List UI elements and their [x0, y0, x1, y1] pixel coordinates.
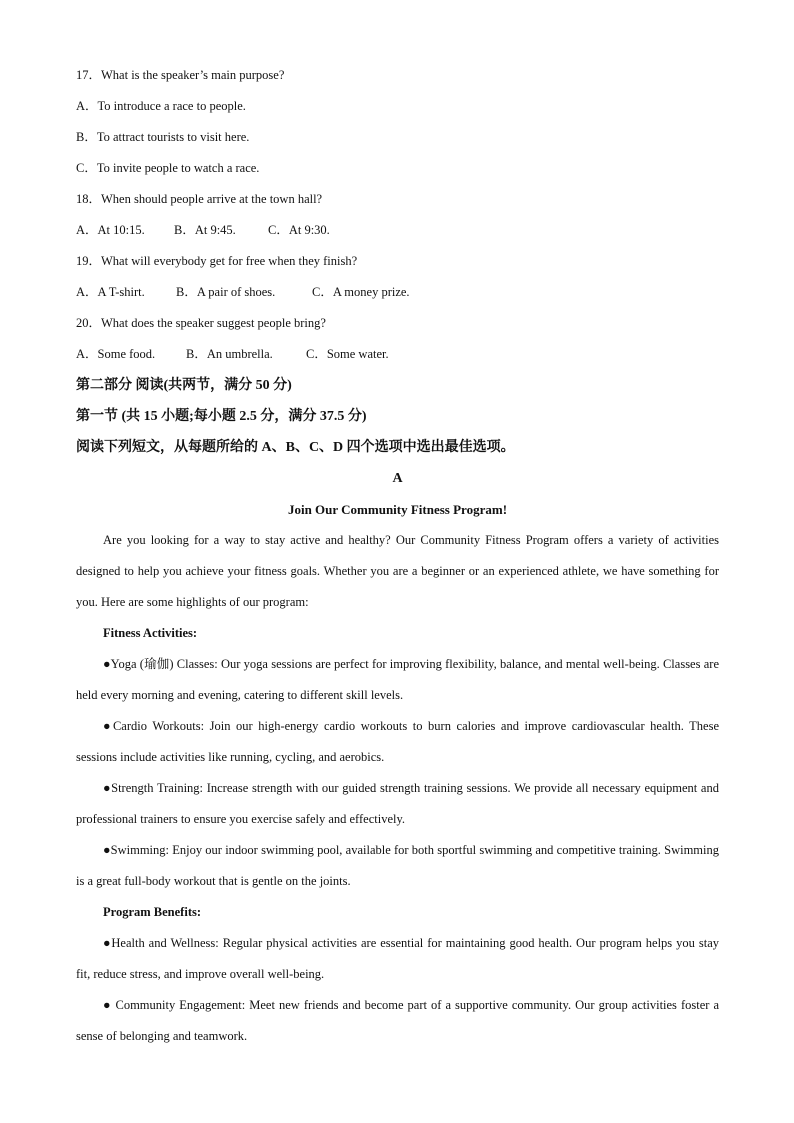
question-text: 18．When should people arrive at the town hall? — [76, 192, 323, 206]
question-19 — [76, 246, 719, 308]
option-c: C．To invite people to watch a race. — [76, 161, 260, 175]
document-page — [76, 60, 719, 1052]
option-b: B．An umbrella. — [186, 347, 273, 361]
activity-cardio: ●Cardio Workouts: Join our high-energy cardio workouts to burn calories and improve cardiovascular health. These sessions include activities like running, cycling, and aerobics. — [76, 719, 719, 764]
passage-letter: A — [392, 471, 403, 486]
benefit-health: ●Health and Wellness: Regular physical activities are essential for maintaining good health. Our program helps you stay fit, reduce stress, and improve overall well-being. — [76, 936, 719, 981]
option-b: B．A pair of shoes. — [176, 285, 276, 299]
intro-paragraph: Are you looking for a way to stay active and healthy? Our Community Fitness Program offers a variety of activities designed to help you achieve your fitness goals. Whether you are a beginner or an experienced athlete, we have something for you. Here are some highlights of our program: — [76, 533, 719, 609]
option-c: C．A money prize. — [312, 285, 410, 299]
options-row — [76, 277, 719, 308]
benefit-community: ● Community Engagement: Meet new friends and become part of a supportive community. Our group activities foster a sense of belonging and teamwork. — [76, 998, 719, 1043]
options-row — [76, 339, 719, 370]
activity-swimming: ●Swimming: Enjoy our indoor swimming pool, available for both sportful swimming and competitive training. Swimming is a great full-body workout that is gentle on the joints. — [76, 843, 719, 888]
question-18 — [76, 184, 719, 246]
question-20 — [76, 308, 719, 370]
option-b: B．At 9:45. — [174, 223, 236, 237]
option-a: A．A T-shirt. — [76, 285, 145, 299]
question-text: 17．What is the speaker’s main purpose? — [76, 68, 285, 82]
benefits-heading: Program Benefits: — [103, 905, 202, 919]
activity-yoga: ●Yoga (瑜伽) Classes: Our yoga sessions are perfect for improving flexibility, balance, and mental well-being. Classes are held every morning and evening, catering to different skill levels. — [76, 657, 719, 702]
part2-heading: 第二部分 阅读(共两节，满分 50 分) — [76, 378, 292, 393]
option-b: B．To attract tourists to visit here. — [76, 130, 250, 144]
activity-strength: ●Strength Training: Increase strength with our guided strength training sessions. We provide all necessary equipment and professional trainers to ensure you exercise safely and effectively. — [76, 781, 719, 826]
section1-heading: 第一节 (共 15 小题;每小题 2.5 分，满分 37.5 分) — [76, 409, 367, 424]
question-17 — [76, 60, 719, 184]
option-c: C．At 9:30. — [268, 223, 330, 237]
instruction: 阅读下列短文，从每题所给的 A、B、C、D 四个选项中选出最佳选项。 — [76, 440, 515, 455]
option-a: A．At 10:15. — [76, 223, 145, 237]
options-row — [76, 215, 719, 246]
option-a: A．To introduce a race to people. — [76, 99, 246, 113]
option-a: A．Some food. — [76, 347, 156, 361]
question-text: 19．What will everybody get for free when they finish? — [76, 254, 358, 268]
passage-title: Join Our Community Fitness Program! — [287, 502, 508, 517]
activities-heading: Fitness Activities: — [103, 626, 198, 640]
question-text: 20．What does the speaker suggest people bring? — [76, 316, 326, 330]
option-c: C．Some water. — [306, 347, 389, 361]
